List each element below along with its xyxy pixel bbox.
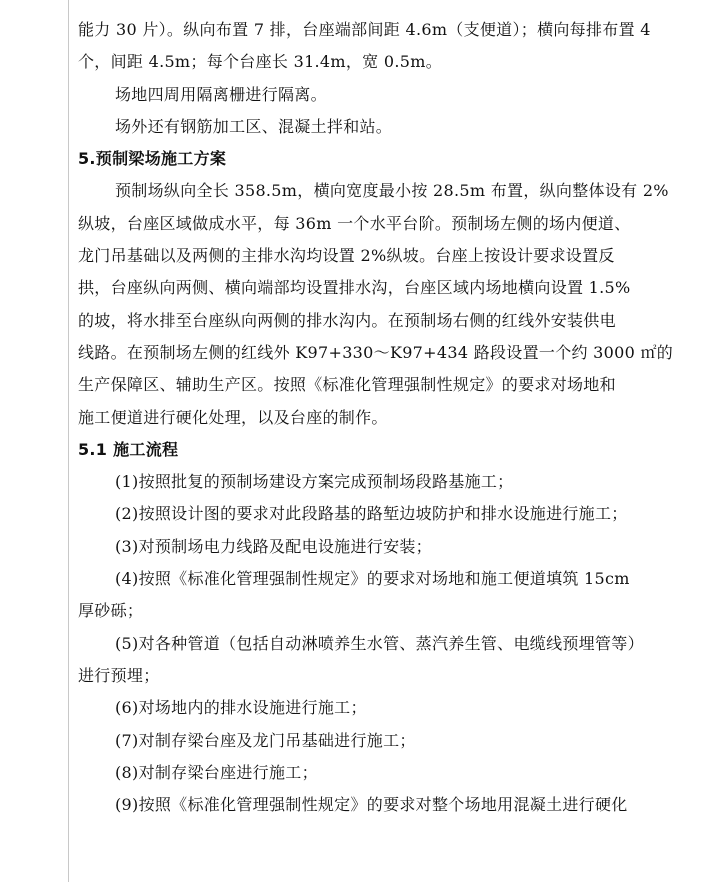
text-line: 预制场纵向全长 358.5m，横向宽度最小按 28.5m 布置，纵向整体设有 2% [115,181,669,201]
section-heading: 5.1 施工流程 [78,439,179,459]
text-line: 的坡，将水排至台座纵向两侧的排水沟内。在预制场右侧的红线外安装供电 [78,310,616,330]
text-line: 场外还有钢筋加工区、混凝土拌和站。 [115,116,393,136]
text-line: 厚砂砾； [78,601,144,621]
text-line: 生产保障区、辅助生产区。按照《标准化管理强制性规定》的要求对场地和 [78,375,616,395]
text-line: 线路。在预制场左侧的红线外 K97+330～K97+434 路段设置一个约 3000 ㎡的 [78,342,674,362]
text-line: (5)对各种管道（包括自动淋喷养生水管、蒸汽养生管、电缆线预埋管等） [115,633,644,653]
text-line: 场地四周用隔离栅进行隔离。 [115,84,327,104]
text-line: (8)对制存梁台座进行施工； [115,762,318,782]
text-line: 拱，台座纵向两侧、横向端部均设置排水沟，台座区域内场地横向设置 1.5% [78,278,631,298]
text-line: 龙门吊基础以及两侧的主排水沟均设置 2%纵坡。台座上按设计要求设置反 [78,246,615,266]
text-line: (2)按照设计图的要求对此段路基的路堑边坡防护和排水设施进行施工； [115,504,628,524]
text-line: (6)对场地内的排水设施进行施工； [115,698,367,718]
text-line: (1)按照批复的预制场建设方案完成预制场段路基施工； [115,472,514,492]
text-line: 纵坡，台座区域做成水平，每 36m 一个水平台阶。预制场左侧的场内便道、 [78,213,631,233]
text-line: (7)对制存梁台座及龙门吊基础进行施工； [115,730,416,750]
document-body [78,14,706,821]
text-line: 进行预埋； [78,665,160,685]
section-heading: 5.预制梁场施工方案 [78,149,227,169]
text-line: (9)按照《标准化管理强制性规定》的要求对整个场地用混凝土进行硬化 [115,795,628,815]
text-line: 个，间距 4.5m；每个台座长 31.4m，宽 0.5m。 [78,52,442,72]
text-line: (4)按照《标准化管理强制性规定》的要求对场地和施工便道填筑 15cm [115,569,630,589]
text-line: 能力 30 片）。纵向布置 7 排，台座端部间距 4.6m（支便道）；横向每排布置 4 [78,20,651,39]
page-margin-line [68,0,69,882]
text-line: (3)对预制场电力线路及配电设施进行安装； [115,536,432,556]
text-line: 施工便道进行硬化处理，以及台座的制作。 [78,407,388,427]
